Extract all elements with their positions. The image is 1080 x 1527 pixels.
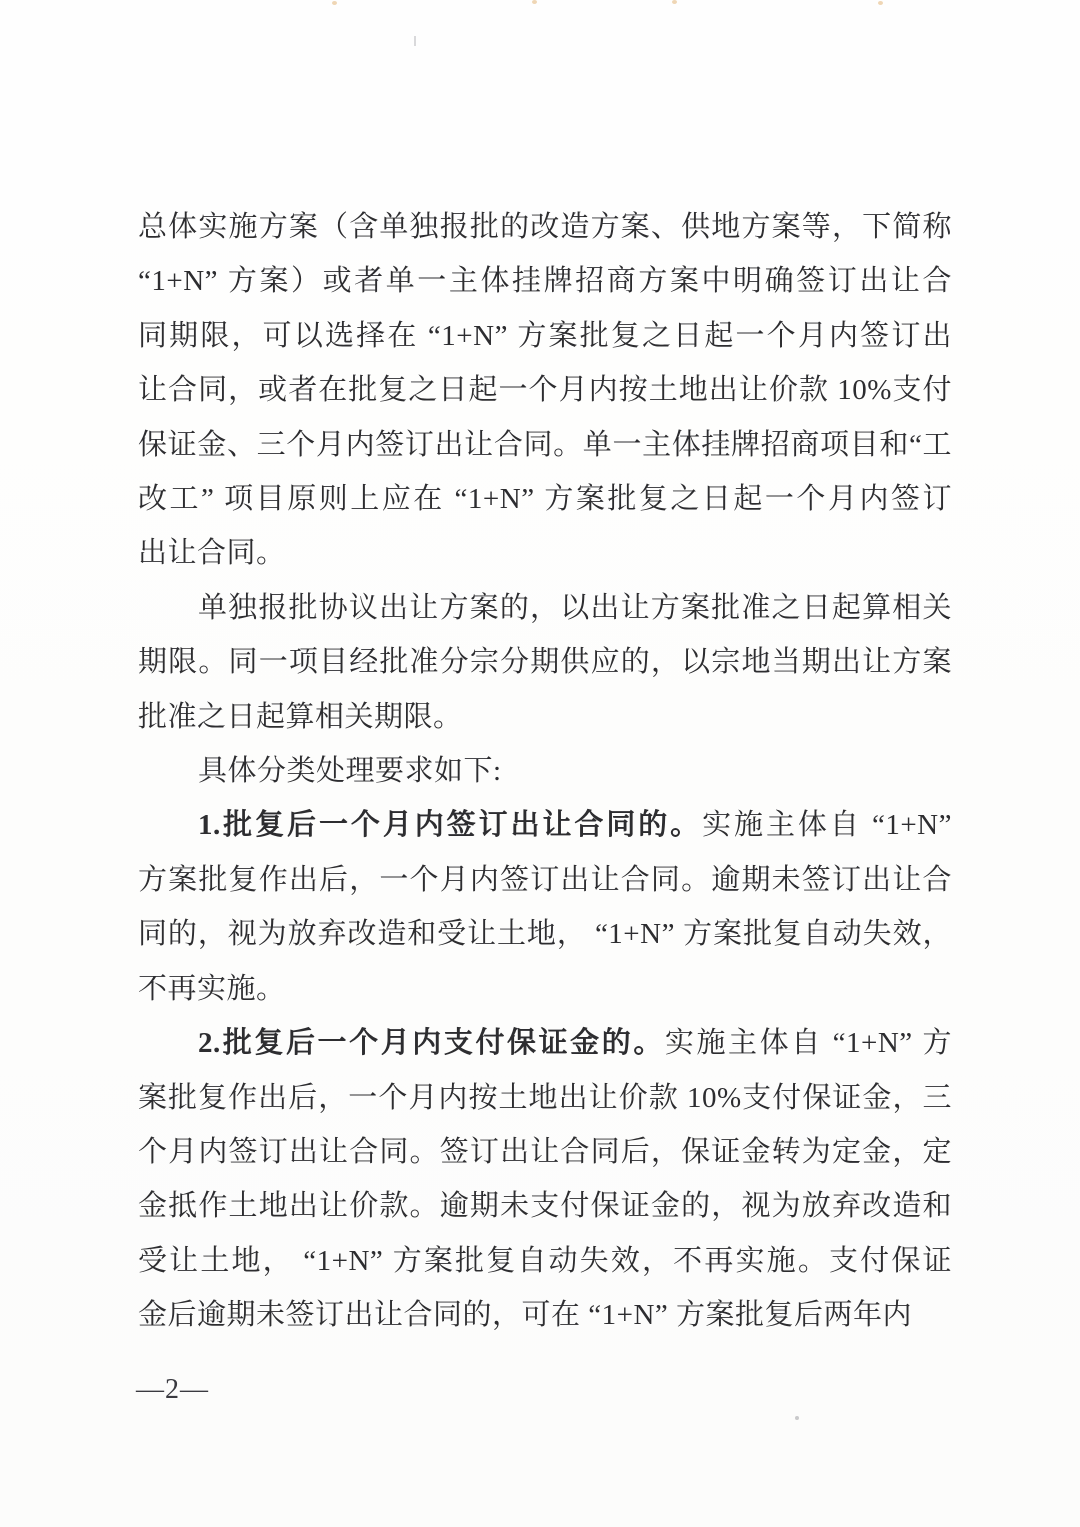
document-body bbox=[138, 200, 952, 1343]
scan-artifact bbox=[672, 0, 677, 4]
text-line: 案批复作出后，一个月内按土地出让价款 10%支付保证金，三 bbox=[138, 1081, 952, 1114]
item-2-heading: 2.批复后一个月内支付保证金的。 bbox=[198, 1027, 665, 1060]
item-1-lead-text: 实施主体自 “1+N” bbox=[702, 809, 952, 842]
text-line: 单独报批协议出让方案的，以出让方案批准之日起算相关 bbox=[198, 591, 952, 624]
scan-artifact bbox=[332, 1, 337, 5]
paragraph-item-1 bbox=[138, 798, 952, 1016]
text-line: 批准之日起算相关期限。 bbox=[138, 700, 463, 733]
paragraph-separate-approval bbox=[138, 581, 952, 744]
text-line: “1+N” 方案）或者单一主体挂牌招商方案中明确签订出让合 bbox=[138, 265, 952, 298]
text-line: 不再实施。 bbox=[138, 972, 286, 1005]
text-line: 金抵作土地出让价款。逾期未支付保证金的，视为放弃改造和 bbox=[138, 1190, 952, 1223]
paragraph-requirements-intro bbox=[138, 744, 952, 798]
text-line: 让合同，或者在批复之日起一个月内按土地出让价款 10%支付 bbox=[138, 374, 952, 407]
scan-artifact bbox=[532, 0, 537, 4]
text-line: 受让土地， “1+N” 方案批复自动失效，不再实施。支付保证 bbox=[138, 1244, 952, 1277]
text-line: 期限。同一项目经批准分宗分期供应的，以宗地当期出让方案 bbox=[138, 646, 952, 679]
text-line: 同期限，可以选择在 “1+N” 方案批复之日起一个月内签订出 bbox=[138, 319, 952, 352]
paragraph-continuation bbox=[138, 200, 952, 581]
text-line: 个月内签订出让合同。签订出让合同后，保证金转为定金，定 bbox=[138, 1135, 952, 1168]
scan-artifact bbox=[414, 36, 416, 46]
item-1-heading: 1.批复后一个月内签订出让合同的。 bbox=[198, 809, 703, 842]
text-line bbox=[138, 1016, 952, 1070]
text-line bbox=[138, 798, 952, 852]
scan-artifact bbox=[878, 1, 883, 5]
text-line: 方案批复作出后，一个月内签订出让合同。逾期未签订出让合 bbox=[138, 863, 952, 896]
paragraph-item-2 bbox=[138, 1016, 952, 1342]
text-line: 具体分类处理要求如下: bbox=[198, 755, 502, 788]
text-line: 保证金、三个月内签订出让合同。单一主体挂牌招商项目和“工 bbox=[138, 428, 952, 461]
text-line: 同的，视为放弃改造和受让土地， “1+N” 方案批复自动失效， bbox=[138, 918, 952, 951]
text-line: 金后逾期未签订出让合同的，可在 “1+N” 方案批复后两年内 bbox=[138, 1299, 913, 1332]
page-number: —2— bbox=[136, 1374, 209, 1405]
text-line: 出让合同。 bbox=[138, 537, 286, 570]
item-2-lead-text: 实施主体自 “1+N” 方 bbox=[664, 1027, 952, 1060]
text-line: 改工” 项目原则上应在 “1+N” 方案批复之日起一个月内签订 bbox=[138, 483, 952, 516]
text-line: 总体实施方案（含单独报批的改造方案、供地方案等，下简称 bbox=[138, 211, 952, 243]
scan-artifact bbox=[795, 1416, 799, 1420]
